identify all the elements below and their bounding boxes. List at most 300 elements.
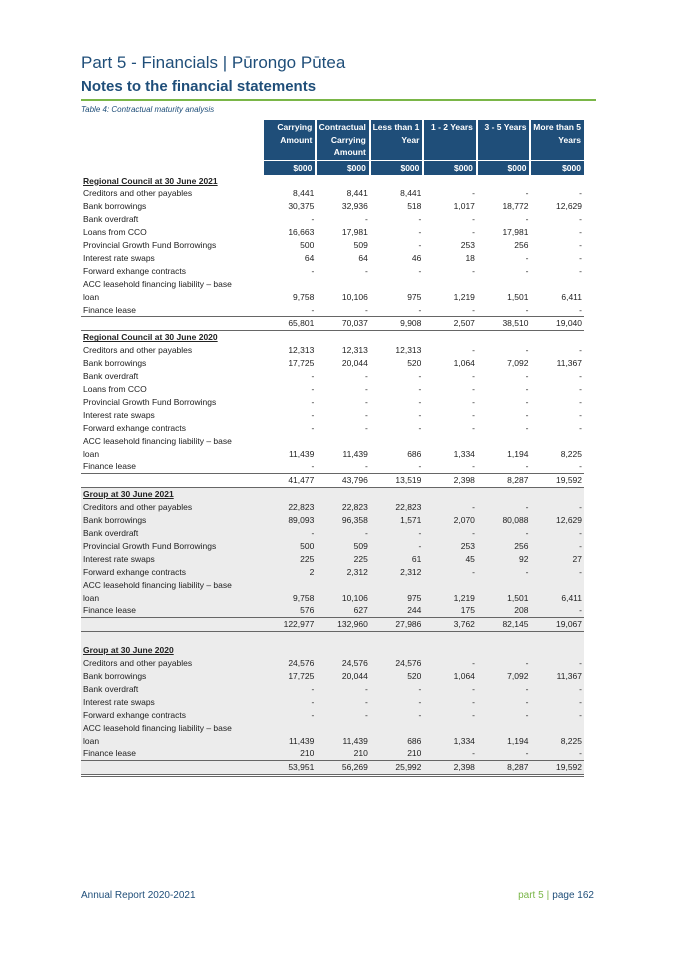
cell-value	[477, 435, 531, 448]
table-row	[81, 187, 584, 200]
table-body	[81, 175, 584, 776]
cell-value: 1,194	[477, 735, 531, 748]
row-label	[81, 632, 263, 645]
cell-value: 17,981	[502, 227, 529, 238]
cell-value: 11,439	[316, 735, 370, 748]
maturity-table	[81, 120, 584, 777]
cell-value: 1,064	[423, 670, 477, 683]
table-row	[81, 460, 584, 473]
cell-value: 16,663	[288, 227, 315, 238]
table-row	[81, 747, 584, 760]
cell-value: -	[311, 384, 315, 394]
row-label: Forward exhange contracts	[83, 265, 186, 276]
cell-value: 627	[316, 604, 370, 617]
cell-value: -	[472, 227, 475, 238]
cell-value	[263, 579, 317, 592]
cell-value: -	[311, 396, 315, 407]
section-label: Group at 30 June 2021	[81, 488, 263, 501]
cell-value: -	[370, 696, 424, 709]
cell-value: -	[365, 461, 368, 472]
cell-value: 8,441	[293, 188, 315, 199]
cell-value: -	[579, 265, 582, 276]
col-header: 1 - 2 Years	[423, 120, 477, 160]
cell-value	[477, 175, 531, 188]
cell-value: 6,411	[561, 291, 582, 302]
col-unit: $000	[530, 160, 584, 175]
cell-value: 253	[460, 240, 475, 251]
cell-value: -	[530, 709, 584, 722]
cell-value: 9,908	[370, 317, 424, 331]
row-label: Interest rate swaps	[83, 252, 155, 263]
cell-value: -	[579, 461, 582, 472]
col-unit: $000	[477, 160, 531, 175]
cell-value: 208	[477, 604, 531, 617]
row-label: Bank borrowings	[81, 514, 263, 527]
cell-value: 24,576	[370, 657, 424, 670]
cell-value: 64	[304, 252, 315, 263]
cell-value: 2,312	[370, 566, 424, 579]
cell-value: -	[530, 696, 584, 709]
col-header: More than 5 Years	[530, 120, 584, 160]
cell-value	[423, 175, 477, 188]
cell-value	[263, 278, 317, 291]
cell-value: -	[530, 604, 584, 617]
cell-value: -	[472, 422, 475, 433]
cell-value: 122,977	[263, 618, 317, 632]
table-row	[81, 514, 584, 527]
cell-value: 256	[514, 240, 529, 251]
header-blank	[81, 120, 263, 160]
cell-value: 30,375	[288, 201, 315, 212]
section-label: Regional Council at 30 June 2021	[83, 175, 218, 186]
cell-value: 8,441	[346, 188, 368, 199]
cell-value	[316, 331, 370, 344]
cell-value: 12,313	[395, 345, 422, 356]
row-label: Provincial Growth Fund Borrowings	[81, 540, 263, 553]
cell-value: -	[472, 188, 475, 199]
cell-value	[263, 488, 317, 501]
cell-value: -	[472, 461, 475, 472]
cell-value: 975	[407, 291, 422, 302]
col-header: Carrying Amount	[263, 120, 317, 160]
cell-value: 2,398	[423, 474, 477, 488]
table-row	[81, 722, 584, 735]
cell-value	[530, 644, 584, 657]
cell-value: 11,439	[263, 735, 317, 748]
cell-value: -	[316, 709, 370, 722]
table-row	[81, 357, 584, 370]
cell-value: -	[579, 345, 582, 356]
cell-value	[316, 632, 370, 645]
cell-value: -	[525, 409, 529, 420]
cell-value: 3,762	[423, 618, 477, 632]
cell-value: -	[311, 304, 315, 315]
cell-value	[370, 435, 424, 448]
cell-value	[477, 331, 531, 344]
cell-value: 520	[407, 358, 422, 369]
page-title: Part 5 - Financials | Pūrongo Pūtea	[81, 53, 346, 72]
cell-value: 1,194	[507, 448, 529, 459]
cell-value: -	[525, 371, 529, 382]
row-label: Creditors and other payables	[81, 657, 263, 670]
cell-value: 520	[370, 670, 424, 683]
col-unit: $000	[263, 160, 317, 175]
table-row	[81, 657, 584, 670]
cell-value: 1,334	[453, 448, 475, 459]
cell-value: 9,758	[263, 592, 317, 605]
cell-value: 1,571	[370, 514, 424, 527]
cell-value	[423, 331, 477, 344]
cell-value	[316, 278, 370, 291]
section-label: Group at 30 June 2020	[81, 644, 263, 657]
row-label: Bank borrowings	[83, 358, 147, 369]
cell-value: -	[418, 227, 422, 238]
row-label	[81, 474, 263, 488]
cell-value: -	[365, 265, 368, 276]
cell-value: -	[525, 252, 529, 263]
row-label: Finance lease	[83, 304, 136, 315]
row-label: Loans from CCO	[83, 384, 147, 394]
cell-value: -	[418, 214, 422, 225]
cell-value: -	[579, 240, 582, 251]
cell-value	[316, 722, 370, 735]
cell-value: 18	[465, 252, 475, 263]
cell-value: 1,334	[423, 735, 477, 748]
cell-value: 11,439	[342, 448, 368, 459]
cell-value: 32,936	[341, 201, 368, 212]
col-header: Contractual Carrying Amount	[316, 120, 370, 160]
cell-value: -	[477, 566, 531, 579]
col-unit: $000	[370, 160, 424, 175]
cell-value: -	[579, 304, 582, 315]
row-label: Bank borrowings	[83, 201, 147, 212]
cell-value: 64	[358, 252, 368, 263]
col-header: Less than 1 Year	[370, 120, 424, 160]
cell-value: 82,145	[477, 618, 531, 632]
cell-value: -	[370, 709, 424, 722]
cell-value	[316, 175, 370, 188]
row-label: Finance lease	[81, 604, 263, 617]
cell-value: 19,592	[530, 474, 584, 488]
cell-value: -	[477, 709, 531, 722]
cell-value: 17,725	[263, 670, 317, 683]
header-blank	[81, 160, 263, 175]
cell-value	[263, 632, 317, 645]
row-label: ACC leasehold financing liability – base	[83, 278, 232, 289]
cell-value: 2	[263, 566, 317, 579]
cell-value: 210	[263, 747, 317, 760]
cell-value: 253	[423, 540, 477, 553]
cell-value	[370, 579, 424, 592]
footer-page-ref	[518, 890, 594, 901]
cell-value: -	[530, 527, 584, 540]
cell-value	[530, 632, 584, 645]
total-row	[81, 618, 584, 632]
cell-value	[530, 722, 584, 735]
cell-value: -	[530, 501, 584, 514]
cell-value: 2,507	[423, 317, 477, 331]
cell-value	[477, 632, 531, 645]
cell-value: 175	[423, 604, 477, 617]
cell-value	[530, 331, 584, 344]
cell-value: 132,960	[316, 618, 370, 632]
cell-value	[530, 579, 584, 592]
section-heading-row	[81, 488, 584, 501]
col-header: 3 - 5 Years	[477, 120, 531, 160]
cell-value: -	[316, 696, 370, 709]
cell-value: -	[418, 396, 422, 407]
cell-value: -	[370, 527, 424, 540]
cell-value	[477, 722, 531, 735]
row-label: Finance lease	[83, 461, 136, 472]
cell-value: -	[423, 657, 477, 670]
cell-value: 96,358	[316, 514, 370, 527]
cell-value	[423, 644, 477, 657]
cell-value	[423, 632, 477, 645]
cell-value: 24,576	[263, 657, 317, 670]
cell-value: -	[311, 422, 315, 433]
table-row	[81, 670, 584, 683]
row-label: loan	[81, 592, 263, 605]
cell-value: 210	[316, 747, 370, 760]
cell-value: 11,367	[530, 670, 584, 683]
cell-value: 13,519	[370, 474, 424, 488]
total-row	[81, 317, 584, 331]
cell-value: 1,017	[453, 201, 475, 212]
cell-value: 43,796	[316, 474, 370, 488]
section-heading: Notes to the financial statements	[81, 78, 317, 95]
cell-value: -	[472, 384, 475, 394]
table-row	[81, 527, 584, 540]
table-row	[81, 396, 584, 409]
cell-value: 22,823	[263, 501, 317, 514]
cell-value: 12,313	[341, 345, 368, 356]
row-label: loan	[83, 448, 100, 459]
row-label: Creditors and other payables	[83, 345, 193, 356]
row-label: Interest rate swaps	[81, 553, 263, 566]
cell-value: -	[579, 384, 582, 394]
cell-value: -	[423, 683, 477, 696]
cell-value: -	[423, 709, 477, 722]
cell-value: -	[418, 384, 422, 394]
cell-value: -	[530, 566, 584, 579]
cell-value	[263, 722, 317, 735]
unit-row	[81, 160, 584, 175]
table-row	[81, 239, 584, 252]
cell-value: 61	[370, 553, 424, 566]
cell-value: 22,823	[316, 501, 370, 514]
cell-value: 20,044	[316, 670, 370, 683]
cell-value: 1,501	[477, 592, 531, 605]
table-row	[81, 200, 584, 213]
row-label: Interest rate swaps	[83, 409, 155, 420]
table-row	[81, 422, 584, 435]
cell-value: 686	[407, 448, 422, 459]
table-row	[81, 252, 584, 265]
row-label: Loans from CCO	[83, 227, 147, 238]
cell-value	[263, 175, 317, 188]
cell-value: -	[525, 345, 529, 356]
cell-value: 8,441	[400, 188, 422, 199]
cell-value: -	[311, 265, 315, 276]
cell-value: 500	[263, 540, 317, 553]
cell-value	[423, 435, 477, 448]
cell-value: -	[472, 304, 475, 315]
cell-value	[263, 331, 317, 344]
cell-value: -	[370, 683, 424, 696]
table-row	[81, 604, 584, 617]
table-row	[81, 566, 584, 579]
row-label: ACC leasehold financing liability – base	[83, 435, 232, 446]
cell-value: -	[579, 188, 582, 199]
cell-value	[370, 175, 424, 188]
cell-value: -	[418, 409, 422, 420]
table-row	[81, 501, 584, 514]
cell-value: 11,439	[288, 448, 315, 459]
row-label: Creditors and other payables	[81, 501, 263, 514]
row-label	[81, 317, 263, 331]
cell-value: -	[418, 422, 422, 433]
table-row	[81, 226, 584, 239]
cell-value: 8,225	[530, 735, 584, 748]
cell-value: -	[365, 304, 368, 315]
cell-value: 686	[370, 735, 424, 748]
spacer-row	[81, 632, 584, 645]
row-label: ACC leasehold financing liability – base	[81, 579, 263, 592]
cell-value: -	[525, 396, 529, 407]
table-row	[81, 709, 584, 722]
cell-value: 12,629	[530, 514, 584, 527]
cell-value: 70,037	[316, 317, 370, 331]
row-label: loan	[81, 735, 263, 748]
cell-value	[370, 488, 424, 501]
cell-value: -	[423, 696, 477, 709]
table-row	[81, 370, 584, 383]
cell-value: 7,092	[477, 670, 531, 683]
cell-value: -	[316, 527, 370, 540]
cell-value: 210	[370, 747, 424, 760]
row-label: Bank overdraft	[81, 527, 263, 540]
cell-value: -	[525, 422, 529, 433]
cell-value: 1,219	[423, 592, 477, 605]
cell-value: -	[263, 683, 317, 696]
total-row	[81, 474, 584, 488]
cell-value: -	[477, 501, 531, 514]
cell-value: 9,758	[293, 291, 315, 302]
cell-value: -	[311, 461, 315, 472]
table-row	[81, 409, 584, 422]
cell-value: -	[418, 461, 422, 472]
cell-value: -	[423, 501, 477, 514]
cell-value: -	[365, 422, 368, 433]
cell-value: -	[423, 527, 477, 540]
cell-value: 24,576	[316, 657, 370, 670]
cell-value: -	[472, 371, 475, 382]
section-label: Regional Council at 30 June 2020	[83, 332, 218, 343]
heading-divider	[81, 99, 596, 101]
cell-value: 45	[423, 553, 477, 566]
cell-value: -	[316, 683, 370, 696]
col-unit: $000	[423, 160, 477, 175]
cell-value: -	[423, 747, 477, 760]
section-heading-row	[81, 331, 584, 344]
cell-value: -	[530, 683, 584, 696]
cell-value: 2,312	[316, 566, 370, 579]
cell-value: 256	[477, 540, 531, 553]
cell-value: 500	[300, 240, 315, 251]
cell-value: 2,070	[423, 514, 477, 527]
cell-value	[316, 435, 370, 448]
cell-value: 17,981	[341, 227, 368, 238]
cell-value	[530, 175, 584, 188]
cell-value: 8,287	[477, 761, 531, 776]
cell-value	[370, 632, 424, 645]
cell-value: 53,951	[263, 761, 317, 776]
cell-value: -	[263, 527, 317, 540]
cell-value: -	[365, 396, 368, 407]
table-row	[81, 291, 584, 304]
cell-value: 19,067	[530, 618, 584, 632]
cell-value: -	[525, 461, 529, 472]
cell-value	[423, 278, 477, 291]
header-row	[81, 120, 584, 160]
row-label: Interest rate swaps	[81, 696, 263, 709]
cell-value	[370, 644, 424, 657]
table-row	[81, 435, 584, 448]
cell-value: 20,044	[341, 358, 368, 369]
row-label: Forward exhange contracts	[81, 566, 263, 579]
cell-value	[370, 278, 424, 291]
cell-value	[316, 579, 370, 592]
table-row	[81, 696, 584, 709]
cell-value: 27	[530, 553, 584, 566]
cell-value: 80,088	[477, 514, 531, 527]
cell-value: 975	[370, 592, 424, 605]
cell-value	[423, 722, 477, 735]
cell-value: 7,092	[507, 358, 529, 369]
cell-value: 27,986	[370, 618, 424, 632]
cell-value: 244	[370, 604, 424, 617]
cell-value	[477, 644, 531, 657]
cell-value: -	[525, 188, 529, 199]
cell-value: -	[530, 657, 584, 670]
cell-value	[530, 435, 584, 448]
row-label	[81, 618, 263, 632]
cell-value: -	[579, 409, 582, 420]
cell-value: -	[365, 384, 368, 394]
cell-value: 10,106	[316, 592, 370, 605]
table-row	[81, 383, 584, 396]
row-label: Bank borrowings	[81, 670, 263, 683]
section-heading-row	[81, 644, 584, 657]
cell-value: 17,725	[288, 358, 315, 369]
cell-value: -	[472, 409, 475, 420]
cell-value: -	[525, 304, 529, 315]
row-label	[81, 761, 263, 776]
cell-value: 92	[477, 553, 531, 566]
cell-value: -	[525, 384, 529, 394]
cell-value: -	[477, 527, 531, 540]
cell-value: -	[311, 371, 315, 382]
cell-value: 65,801	[263, 317, 317, 331]
row-label: Bank overdraft	[83, 214, 139, 225]
cell-value: -	[365, 214, 368, 225]
cell-value: 19,592	[530, 761, 584, 776]
col-unit: $000	[316, 160, 370, 175]
cell-value: 1,064	[453, 358, 475, 369]
cell-value: 56,269	[316, 761, 370, 776]
cell-value: 46	[411, 252, 422, 263]
